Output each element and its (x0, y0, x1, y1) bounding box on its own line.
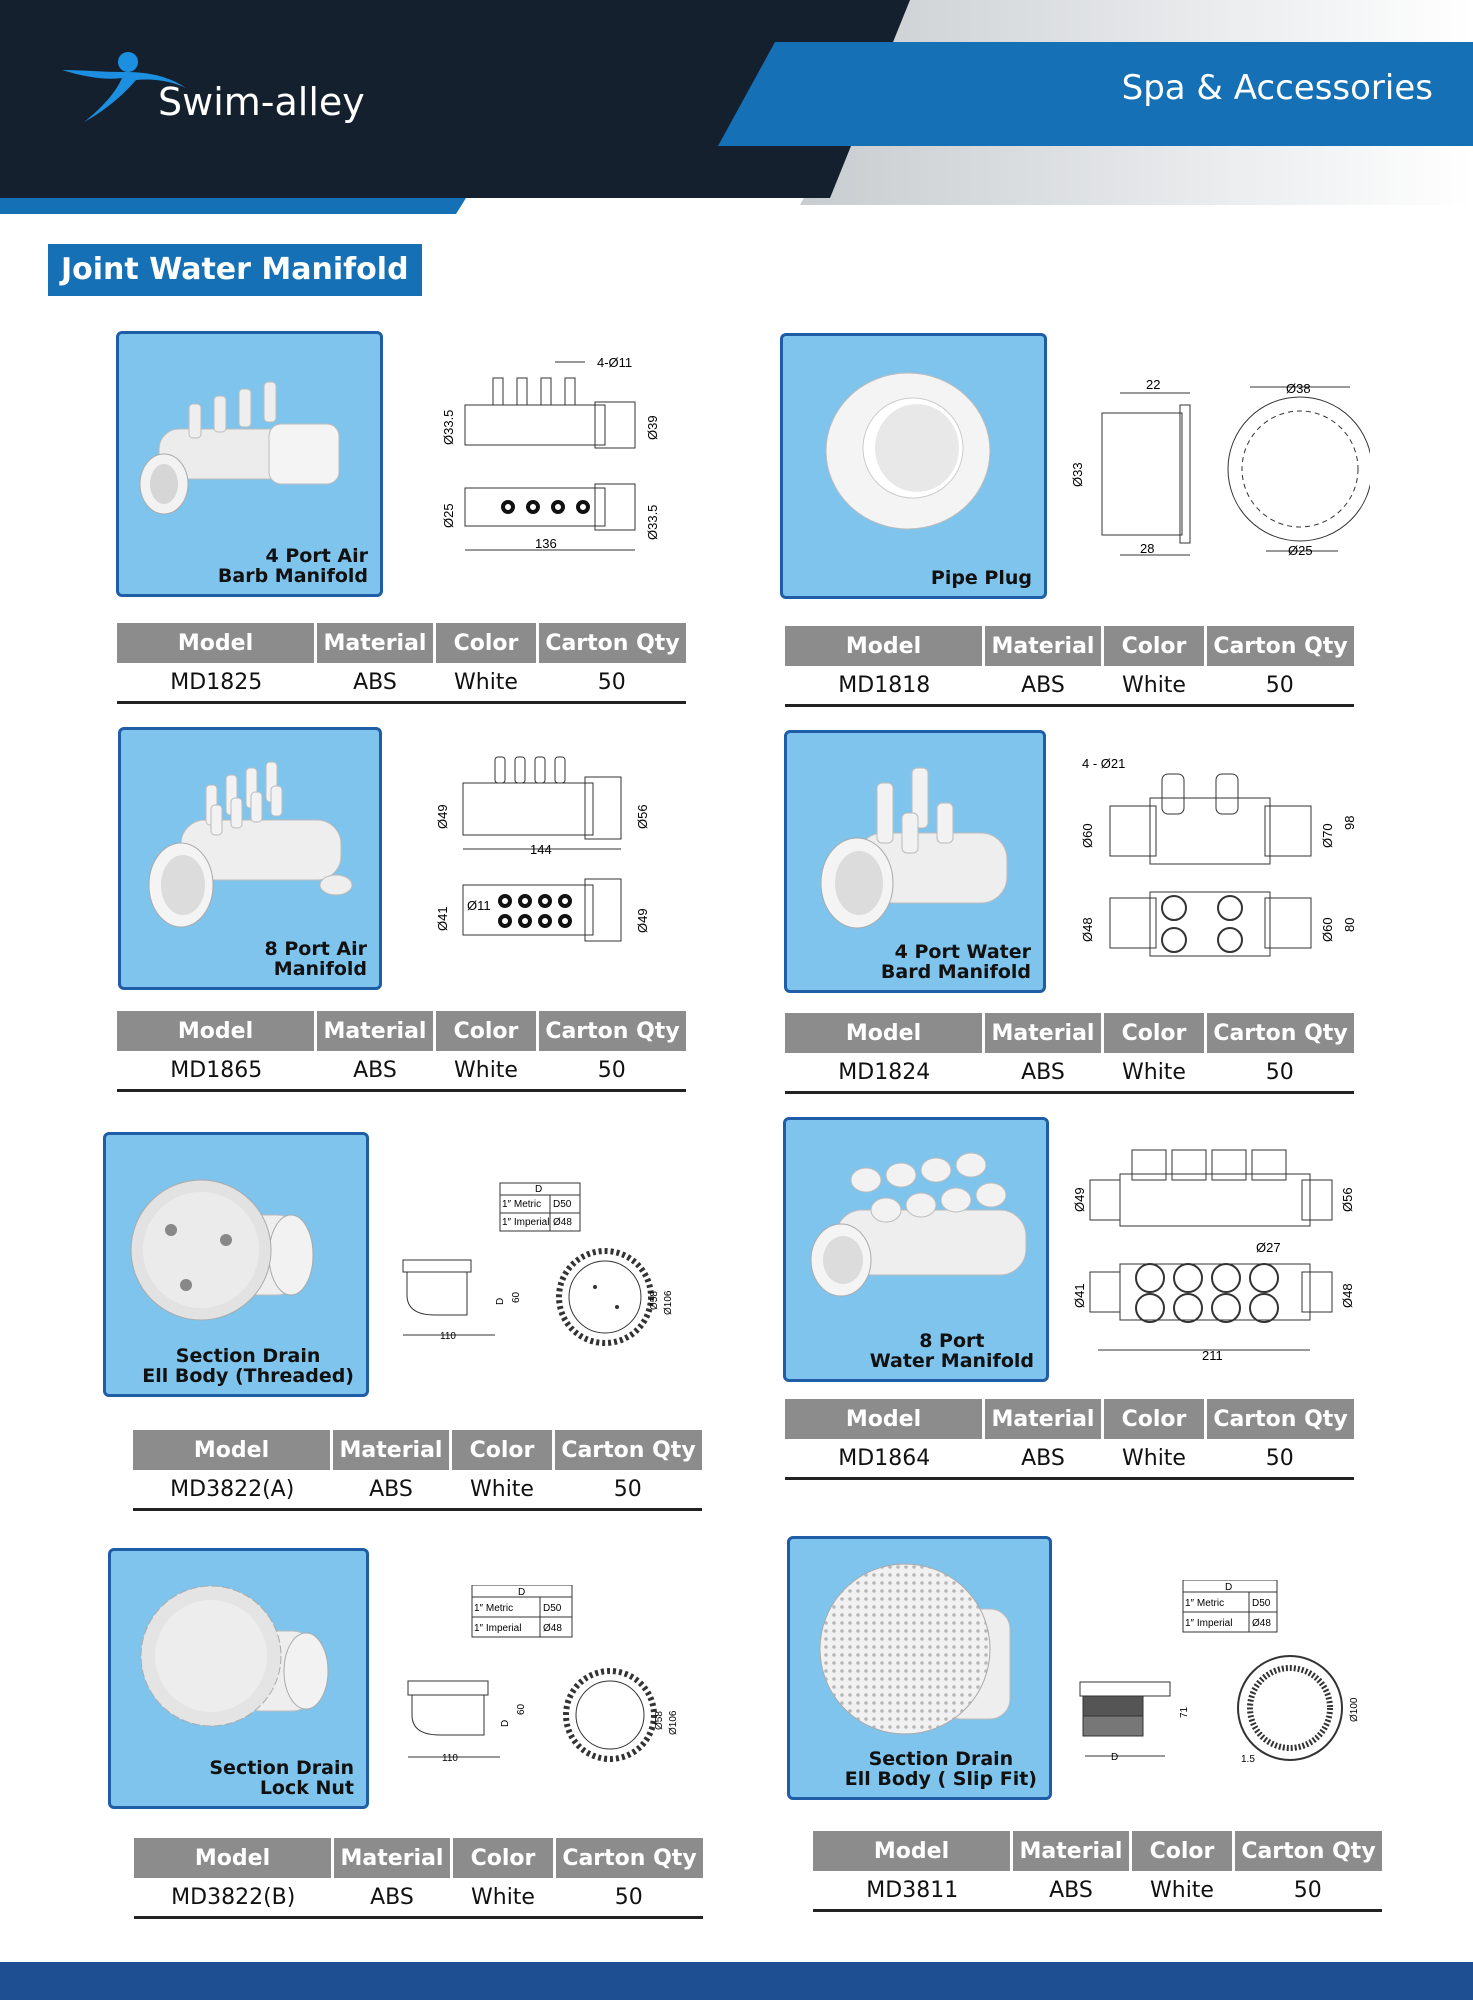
drawing-drain-threaded (395, 1175, 695, 1355)
col-color: Color (1103, 1013, 1206, 1053)
spec-table (133, 1430, 702, 1511)
col-material: Material (333, 1838, 452, 1878)
col-model: Model (117, 1011, 316, 1051)
col-model: Model (785, 626, 984, 666)
cell-material: ABS (353, 669, 397, 695)
cell-qty: 50 (1293, 1877, 1322, 1903)
cell-material: ABS (1021, 1445, 1065, 1471)
col-model: Model (813, 1831, 1012, 1871)
cell-model: MD3822(A) (170, 1476, 295, 1502)
dim-right-bottom-1: Ø60 (1320, 917, 1335, 942)
col-material: Material (1012, 1831, 1131, 1871)
dim-length: 110 (442, 1753, 458, 1764)
col-material: Material (332, 1430, 451, 1470)
col-carton-qty: Carton Qty (1234, 1831, 1383, 1871)
col-carton-qty: Carton Qty (554, 1430, 703, 1470)
dim-inner: Ø58 (654, 1711, 665, 1730)
dim-right-top-2: 98 (1342, 815, 1357, 830)
product-name: Pipe Plug (930, 567, 1032, 589)
size-row2-val: Ø48 (1252, 1618, 1271, 1629)
size-row1-val: D50 (543, 1603, 562, 1614)
drawing-8-port-air (425, 745, 675, 965)
drawing-8-port-water (1060, 1140, 1360, 1370)
table-header-row (813, 1831, 1382, 1871)
table-header-row (785, 1399, 1354, 1439)
cell-model: MD3811 (866, 1877, 959, 1903)
product-photo-pipe-plug (780, 333, 1047, 599)
dim-right-bottom: Ø33.5 (645, 504, 660, 540)
dim-left-top: Ø49 (435, 804, 450, 829)
table-row (785, 666, 1354, 706)
table-header-row (134, 1838, 703, 1878)
section-title: Spa & Accessories (1121, 68, 1433, 108)
drawing-pipe-plug (1060, 375, 1370, 575)
cell-qty: 50 (1265, 672, 1294, 698)
dim-d: D (495, 1297, 506, 1305)
cell-model: MD3822(B) (171, 1884, 296, 1910)
dim-d: D (1111, 1752, 1119, 1763)
table-row (117, 1051, 686, 1091)
col-carton-qty: Carton Qty (538, 623, 687, 663)
cell-qty: 50 (597, 669, 626, 695)
dim-inner: Ø58 (649, 1291, 660, 1310)
cell-material: ABS (1049, 1877, 1093, 1903)
dim-right-top-1: Ø70 (1320, 823, 1335, 848)
dim-length: 110 (440, 1331, 456, 1342)
dim-left-bottom: Ø25 (441, 503, 456, 528)
dim-port: Ø27 (1256, 1240, 1281, 1255)
dim-d: D (500, 1719, 511, 1727)
cell-color: White (454, 1057, 518, 1083)
dim-right-bottom: Ø49 (635, 908, 650, 933)
size-row2-label: 1″ Imperial (474, 1623, 522, 1634)
dim-left-bottom: Ø41 (1072, 1283, 1087, 1308)
dim-left-bottom: Ø48 (1080, 917, 1095, 942)
col-carton-qty: Carton Qty (1206, 1399, 1355, 1439)
cell-color: White (454, 669, 518, 695)
product-name: 8 Port Air Manifold (264, 938, 367, 980)
product-name: Section Drain Ell Body (Threaded) (142, 1345, 354, 1387)
col-material: Material (984, 626, 1103, 666)
table-row (785, 1053, 1354, 1093)
product-name: Section Drain Ell Body ( Slip Fit) (844, 1748, 1037, 1790)
col-color: Color (435, 1011, 538, 1051)
dim-outer: Ø106 (668, 1710, 679, 1735)
drawing-drain-lock-nut (400, 1585, 700, 1765)
cell-model: MD1818 (838, 672, 931, 698)
cell-color: White (471, 1884, 535, 1910)
table-row (134, 1878, 703, 1918)
size-table-head: D (535, 1184, 543, 1195)
col-carton-qty: Carton Qty (538, 1011, 687, 1051)
cell-model: MD1825 (170, 669, 263, 695)
product-name: 8 Port Water Manifold (869, 1330, 1034, 1372)
plug-illustration (783, 336, 1047, 599)
col-color: Color (452, 1838, 555, 1878)
cell-material: ABS (1021, 672, 1065, 698)
dim-height: 60 (516, 1703, 527, 1715)
size-row2-val: Ø48 (543, 1623, 562, 1634)
product-photo-4-port-air-barb (116, 331, 383, 597)
product-name: Section Drain Lock Nut (209, 1757, 354, 1799)
dim-width: 22 (1146, 377, 1161, 392)
cell-material: ABS (370, 1884, 414, 1910)
drawing-drain-slip-fit (1075, 1580, 1365, 1770)
dim-right-top: Ø56 (635, 804, 650, 829)
cell-material: ABS (369, 1476, 413, 1502)
product-photo-8-port-water (783, 1117, 1049, 1382)
col-color: Color (1103, 1399, 1206, 1439)
table-header-row (785, 1013, 1354, 1053)
cell-material: ABS (353, 1057, 397, 1083)
dim-right-top: Ø39 (645, 415, 660, 440)
product-photo-drain-lock-nut (108, 1548, 369, 1809)
product-photo-drain-slip-fit (787, 1536, 1052, 1800)
size-row1-label: 1″ Metric (474, 1603, 514, 1614)
spec-table (785, 1399, 1354, 1480)
dim-length: 136 (535, 536, 557, 551)
product-photo-8-port-air (118, 727, 382, 990)
table-row (117, 663, 686, 703)
cell-color: White (470, 1476, 534, 1502)
dim-ports: 4-Ø11 (597, 355, 633, 370)
cell-qty: 50 (1265, 1059, 1294, 1085)
category-title: Joint Water Manifold (48, 244, 422, 296)
dim-right-bottom: Ø48 (1340, 1283, 1355, 1308)
dim-port: Ø11 (467, 898, 491, 913)
col-material: Material (984, 1013, 1103, 1053)
col-carton-qty: Carton Qty (555, 1838, 704, 1878)
size-row1-val: D50 (1252, 1598, 1271, 1609)
spec-table (785, 1013, 1354, 1094)
cell-qty: 50 (597, 1057, 626, 1083)
dim-height: Ø33 (1070, 462, 1085, 487)
cell-color: White (1150, 1877, 1214, 1903)
col-color: Color (1131, 1831, 1234, 1871)
dim-left-top: Ø33.5 (441, 409, 456, 445)
cell-color: White (1122, 1059, 1186, 1085)
dim-left-top: Ø60 (1080, 823, 1095, 848)
size-row2-val: Ø48 (553, 1217, 572, 1228)
spec-table (785, 626, 1354, 707)
dim-lip: 1.5 (1241, 1754, 1255, 1765)
dim-height: 71 (1179, 1706, 1190, 1718)
size-row2-label: 1″ Imperial (1185, 1618, 1233, 1629)
table-row (133, 1470, 702, 1510)
size-row1-label: 1″ Metric (502, 1199, 542, 1210)
cell-model: MD1865 (170, 1057, 263, 1083)
col-model: Model (133, 1430, 332, 1470)
product-photo-4-port-water (784, 730, 1046, 993)
col-carton-qty: Carton Qty (1206, 1013, 1355, 1053)
size-table-head: D (1225, 1582, 1233, 1593)
dim-iner: Ø25 (1288, 543, 1313, 558)
table-header-row (785, 626, 1354, 666)
dim-height: 60 (511, 1291, 522, 1303)
col-material: Material (984, 1399, 1103, 1439)
cell-qty: 50 (1265, 1445, 1294, 1471)
dim-ports: 4 - Ø21 (1082, 756, 1126, 771)
cell-material: ABS (1021, 1059, 1065, 1085)
dim-bottom: 28 (1140, 541, 1155, 556)
col-model: Model (134, 1838, 333, 1878)
dim-outer: Ø100 (1349, 1697, 1360, 1722)
drawing-4-port-water (1070, 748, 1360, 978)
table-header-row (117, 623, 686, 663)
col-model: Model (785, 1399, 984, 1439)
cell-model: MD1864 (838, 1445, 931, 1471)
product-name: 4 Port Water Bard Manifold (880, 941, 1031, 983)
col-material: Material (316, 623, 435, 663)
spec-table (117, 1011, 686, 1092)
cell-color: White (1122, 1445, 1186, 1471)
cell-color: White (1122, 672, 1186, 698)
dim-length: 144 (530, 842, 552, 857)
cell-qty: 50 (614, 1884, 643, 1910)
product-name: 4 Port Air Barb Manifold (217, 545, 368, 587)
col-model: Model (785, 1013, 984, 1053)
dim-length: 211 (1202, 1348, 1223, 1363)
col-carton-qty: Carton Qty (1206, 626, 1355, 666)
size-row2-label: 1″ Imperial (502, 1217, 550, 1228)
cell-qty: 50 (613, 1476, 642, 1502)
spec-table (134, 1838, 703, 1919)
table-header-row (133, 1430, 702, 1470)
col-material: Material (316, 1011, 435, 1051)
col-model: Model (117, 623, 316, 663)
dim-outer: Ø106 (663, 1290, 674, 1315)
size-row1-val: D50 (553, 1199, 572, 1210)
dim-left-top: Ø49 (1072, 1187, 1087, 1212)
col-color: Color (451, 1430, 554, 1470)
size-table-head: D (518, 1587, 526, 1598)
product-photo-drain-threaded (103, 1132, 369, 1397)
dim-right-bottom-2: 80 (1342, 917, 1357, 932)
dim-left-bottom: Ø41 (435, 906, 450, 931)
table-row (813, 1871, 1382, 1911)
brand-name: Swim-alley (158, 80, 365, 124)
col-color: Color (435, 623, 538, 663)
drawing-4-port-air-barb (425, 350, 675, 570)
size-row1-label: 1″ Metric (1185, 1598, 1225, 1609)
dim-outer: Ø38 (1286, 381, 1311, 396)
cell-model: MD1824 (838, 1059, 931, 1085)
table-row (785, 1439, 1354, 1479)
table-header-row (117, 1011, 686, 1051)
col-color: Color (1103, 626, 1206, 666)
spec-table (813, 1831, 1382, 1912)
spec-table (117, 623, 686, 704)
dim-right-top: Ø56 (1340, 1187, 1355, 1212)
footer-bar (0, 1962, 1473, 2000)
